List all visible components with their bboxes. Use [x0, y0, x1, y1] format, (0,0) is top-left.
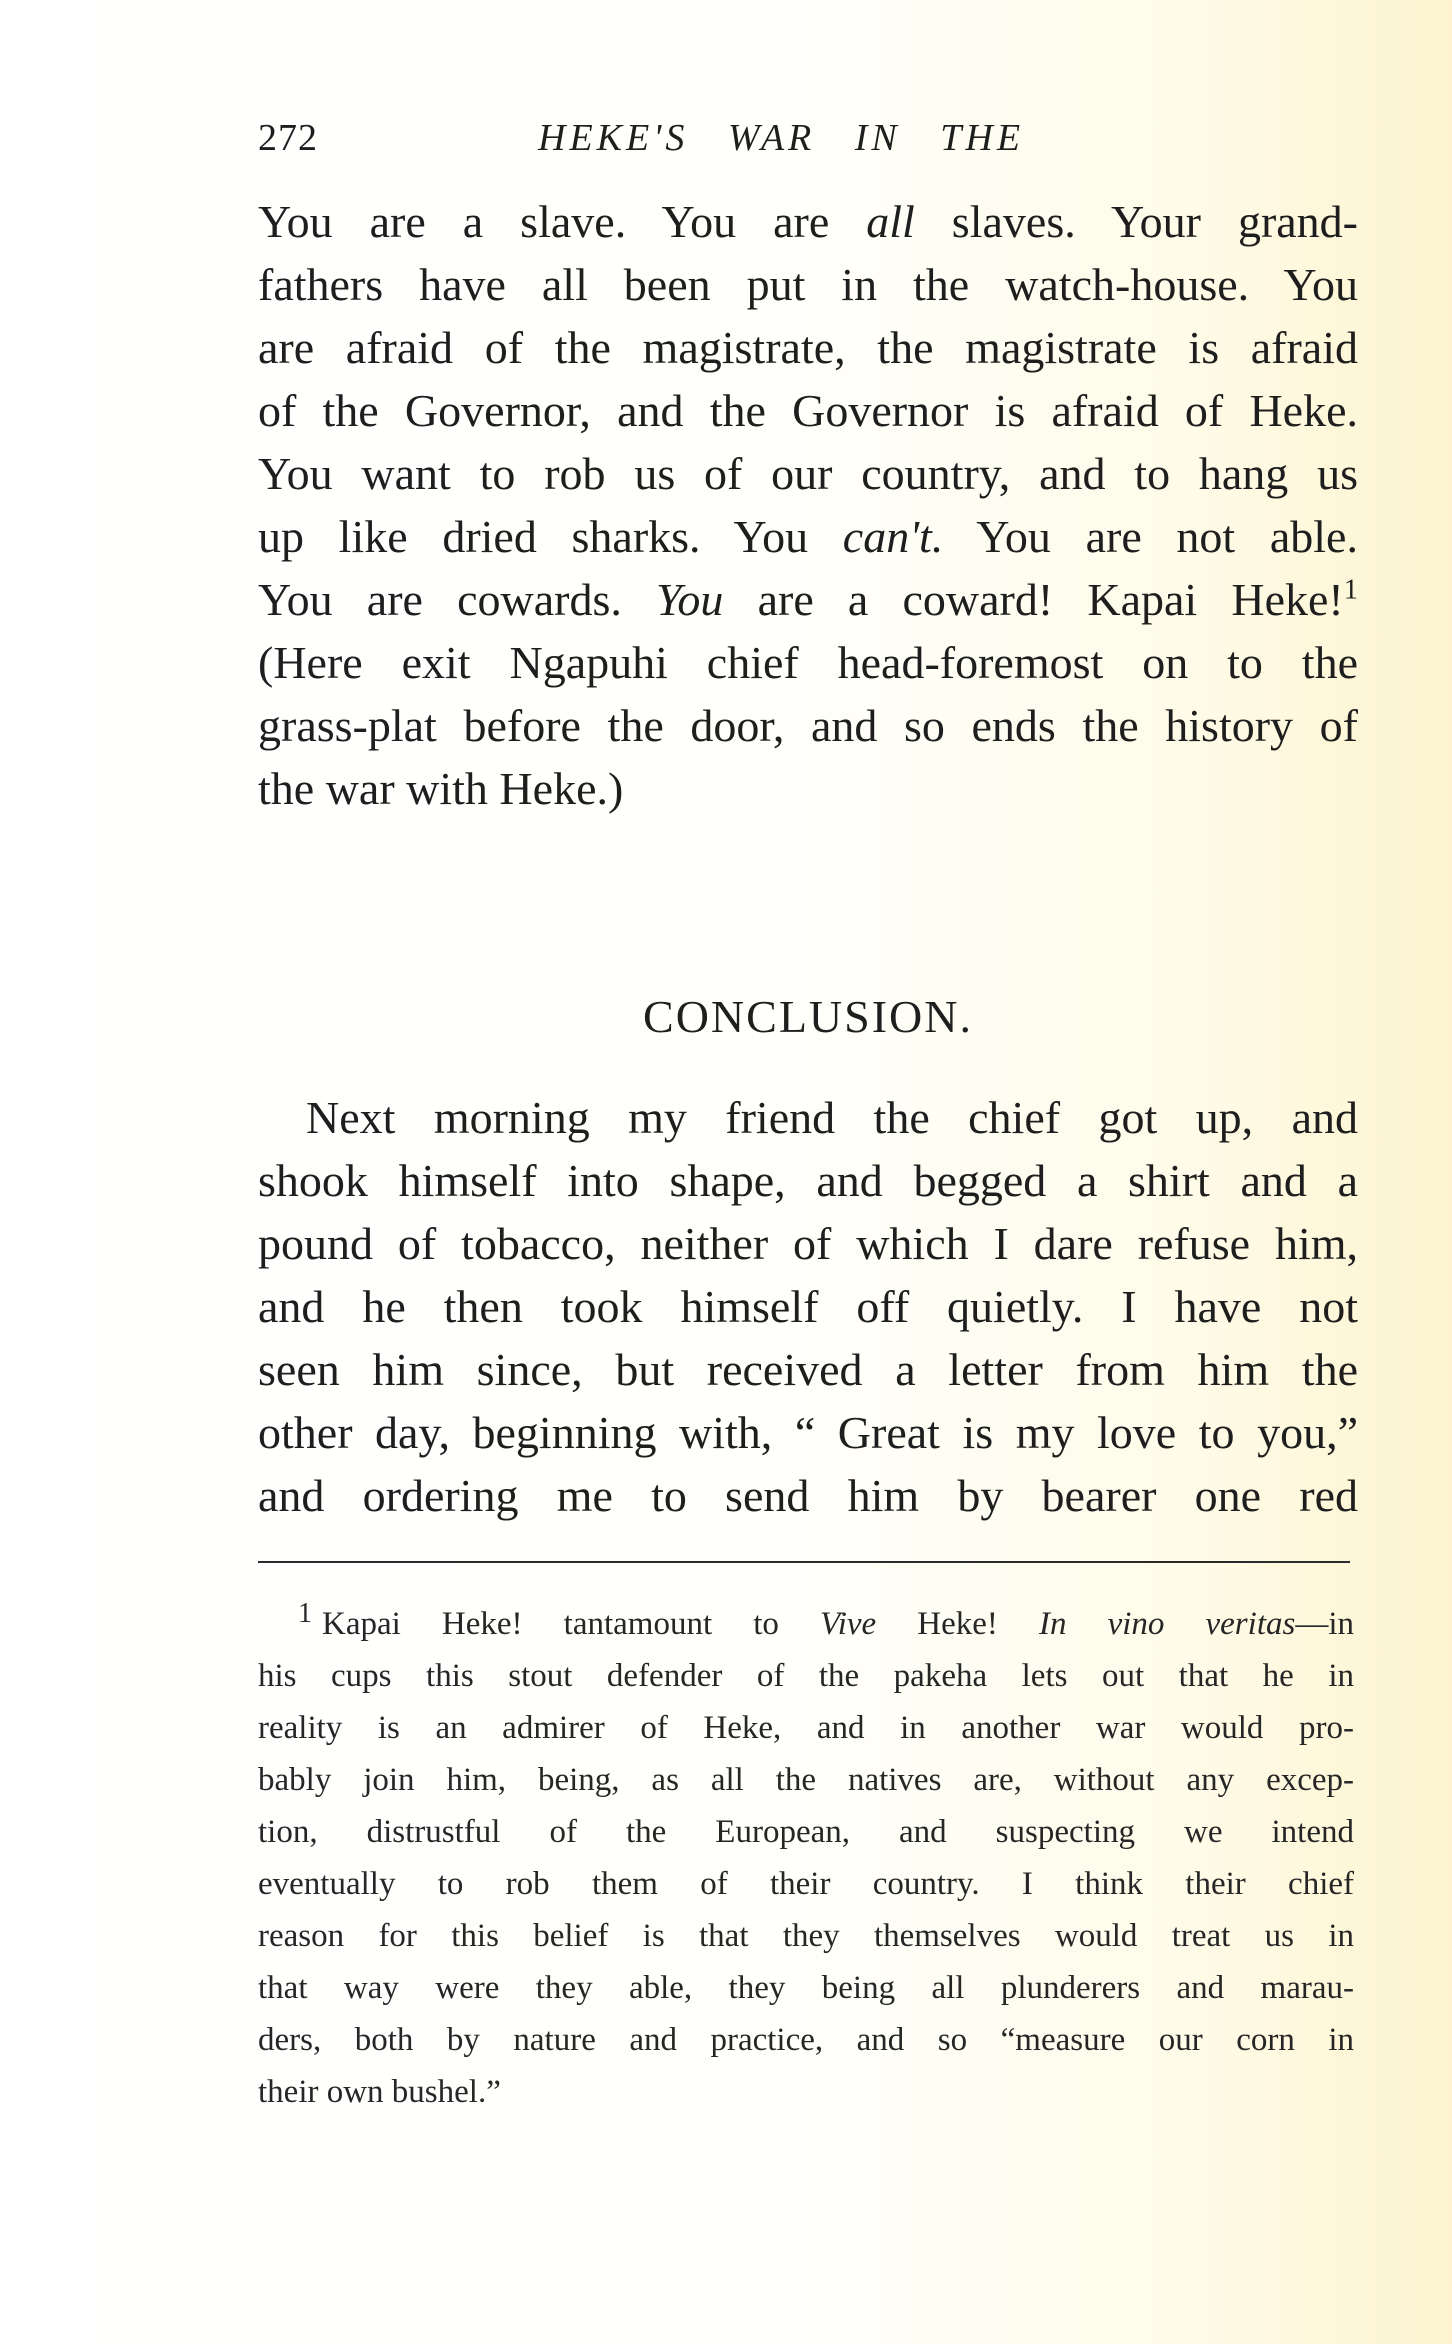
text-line: are afraid of the magistrate, the magistrate is afraid	[258, 322, 1358, 373]
footnote-line: ders, both by nature and practice, and so “measure our corn in	[258, 2022, 1354, 2058]
text-line: fathers have all been put in the watch-house. You	[258, 259, 1358, 310]
text-line: and he then took himself off quietly. I have not	[258, 1281, 1358, 1332]
text-line: of the Governor, and the Governor is afraid of Heke.	[258, 385, 1358, 436]
text-line: pound of tobacco, neither of which I dare refuse him,	[258, 1218, 1358, 1269]
running-head	[258, 108, 1118, 164]
text-line: You are cowards. You are a coward! Kapai Heke!$^1$	[258, 574, 1358, 625]
text-line: grass-plat before the door, and so ends the history of	[258, 700, 1358, 751]
text-line: (Here exit Ngapuhi chief head-foremost on to the	[258, 637, 1358, 688]
footnote-divider	[258, 1561, 1350, 1563]
text-line: You are a slave. You are all slaves. Your grand-	[258, 196, 1358, 247]
text-line: the war with Heke.)	[258, 763, 624, 814]
footnote-line: reason for this belief is that they themselves would treat us in	[258, 1918, 1354, 1954]
text-line: You want to rob us of our country, and to hang us	[258, 448, 1358, 499]
footnote-line: that way were they able, they being all plunderers and marau-	[258, 1970, 1354, 2006]
footnote-reference: 1	[1343, 574, 1358, 606]
paragraph-conclusion	[258, 1086, 1358, 1527]
text-line: and ordering me to send him by bearer one red	[258, 1470, 1358, 1521]
section-heading: CONCLUSION.	[643, 991, 973, 1042]
footnote-marker: 1	[298, 1598, 313, 1629]
paragraph-heke-speech	[258, 190, 1358, 820]
footnote-line: $^1$ Kapai Heke! tantamount to Vive Heke! In vino veritas—in	[298, 1598, 1354, 1642]
text-line: shook himself into shape, and begged a shirt and a	[258, 1155, 1358, 1206]
text-line: Next morning my friend the chief got up, and	[306, 1092, 1358, 1143]
footnote-line: reality is an admirer of Heke, and in another war would pro-	[258, 1710, 1354, 1746]
text-line: up like dried sharks. You can't. You are not able.	[258, 511, 1358, 562]
footnote-line: his cups this stout defender of the pakeha lets out that he in	[258, 1658, 1354, 1694]
text-line: seen him since, but received a letter from him the	[258, 1344, 1358, 1395]
running-title: HEKE'S WAR IN THE	[538, 117, 1025, 159]
text-line: other day, beginning with, “ Great is my love to you,”	[258, 1407, 1358, 1458]
footnote-line: their own bushel.”	[258, 2074, 501, 2110]
footnote-line: bably join him, being, as all the natives are, without any excep-	[258, 1762, 1354, 1798]
footnote-line: eventually to rob them of their country. I think their chief	[258, 1866, 1354, 1902]
footnote	[258, 1598, 1354, 2118]
page-number: 272	[258, 117, 318, 159]
footnote-line: tion, distrustful of the European, and suspecting we intend	[258, 1814, 1354, 1850]
